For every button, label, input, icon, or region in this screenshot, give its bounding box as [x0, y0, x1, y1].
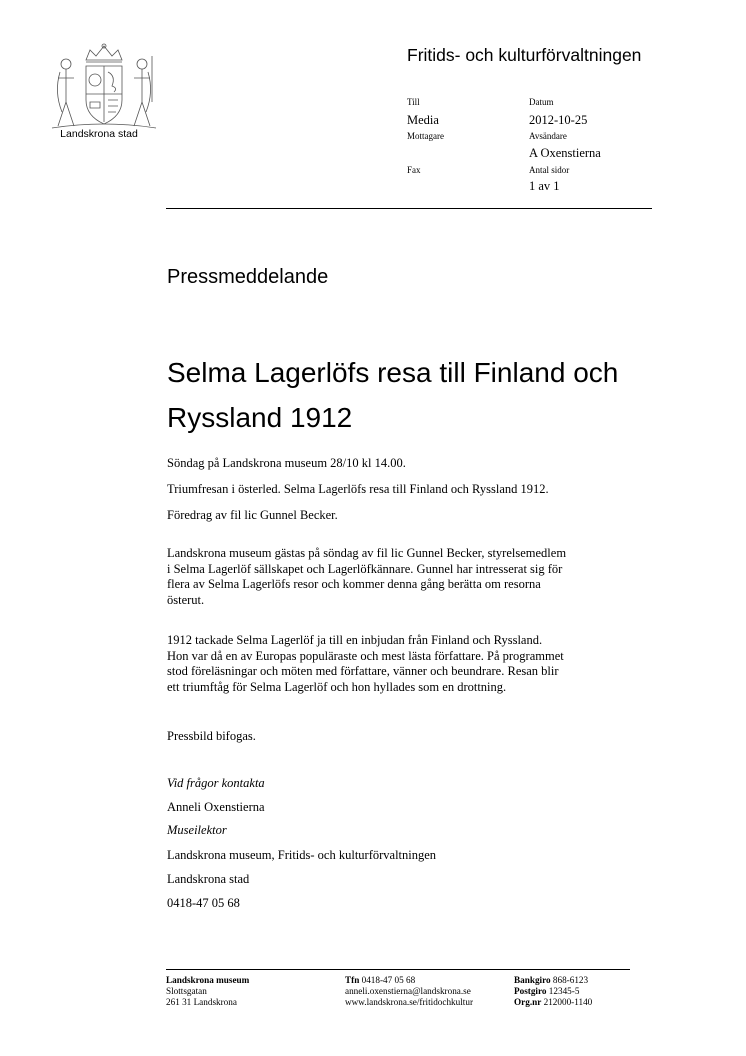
coat-of-arms-logo: [44, 42, 164, 142]
footer-street: Slottsgatan: [166, 986, 207, 996]
footer-postgiro-value: 12345-5: [546, 986, 580, 996]
paragraph-line: i Selma Lagerlöf sällskapet och Lagerlöfkännare. Gunnel har intresserat sig för: [167, 561, 563, 576]
footer-orgnr-label: Org.nr: [514, 997, 542, 1007]
title-line-2: Ryssland 1912: [167, 402, 353, 433]
antal-sidor-label: Antal sidor: [529, 165, 570, 175]
footer-bankgiro-value: 868-6123: [550, 975, 589, 985]
paragraph-2: [167, 633, 657, 695]
footer-postgiro-label: Postgiro: [514, 986, 547, 996]
footer-contact: [345, 975, 473, 1008]
till-label: Till: [407, 97, 420, 107]
contact-heading: Vid frågor kontakta: [167, 776, 265, 790]
mottagare-label: Mottagare: [407, 131, 444, 141]
contact-org: Landskrona museum, Fritids- och kulturförvaltningen: [167, 848, 437, 862]
contact-name: Anneli Oxenstierna: [167, 800, 265, 814]
intro-line-1: Söndag på Landskrona museum 28/10 kl 14.00.: [167, 456, 406, 470]
fax-label: Fax: [407, 165, 421, 175]
paragraph-line: Landskrona museum gästas på söndag av fil lic Gunnel Becker, styrelsemedlem: [167, 546, 567, 560]
intro-line-2: Triumfresan i österled. Selma Lagerlöfs resa till Finland och Ryssland 1912.: [167, 482, 549, 496]
paragraph-line: Hon var då en av Europas populäraste och mest lästa författare. På programmet: [167, 648, 564, 663]
header-divider: [166, 208, 652, 209]
footer-org-name: Landskrona museum: [166, 975, 250, 985]
footer-divider: [166, 969, 630, 970]
logo-text: Landskrona stad: [60, 128, 138, 140]
coat-of-arms-icon: [44, 42, 164, 132]
footer-web: www.landskrona.se/fritidochkultur: [345, 997, 474, 1007]
paragraph-line: flera av Selma Lagerlöfs resor och kommer denna gång berätta om resorna: [167, 577, 541, 591]
contact-phone: 0418-47 05 68: [167, 896, 240, 910]
contact-city: Landskrona stad: [167, 872, 250, 886]
till-value: Media: [407, 113, 439, 127]
datum-value: 2012-10-25: [529, 113, 588, 127]
department-name: Fritids- och kulturförvaltningen: [407, 45, 642, 65]
intro-line-3: Föredrag av fil lic Gunnel Becker.: [167, 508, 338, 522]
footer-bank: [514, 975, 592, 1008]
title-line-1: Selma Lagerlöfs resa till Finland och: [167, 357, 619, 388]
footer-postal: 261 31 Landskrona: [166, 997, 237, 1007]
footer-tfn-label: Tfn: [345, 975, 360, 985]
contact-role: Museilektor: [167, 823, 227, 837]
avsandare-value: A Oxenstierna: [529, 146, 601, 160]
press-release-label: Pressmeddelande: [167, 266, 329, 288]
paragraph-line: stod föreläsningar och möten med författare, vänner och beundrare. Resan blir: [167, 664, 559, 678]
paragraph-line: 1912 tackade Selma Lagerlöf ja till en inbjudan från Finland och Ryssland.: [167, 633, 543, 647]
paragraph-1: [167, 546, 657, 608]
footer-email: anneli.oxenstierna@landskrona.se: [345, 986, 471, 996]
footer-bankgiro-label: Bankgiro: [514, 975, 551, 985]
footer-orgnr-value: 212000-1140: [541, 997, 593, 1007]
avsandare-label: Avsändare: [529, 131, 567, 141]
datum-label: Datum: [529, 97, 554, 107]
page-title: [167, 350, 687, 440]
footer-tfn-value: 0418-47 05 68: [359, 975, 416, 985]
paragraph-line: ett triumftåg för Selma Lagerlöf och hon hyllades som en drottning.: [167, 679, 507, 694]
pressbild-note: Pressbild bifogas.: [167, 729, 256, 743]
paragraph-line: österut.: [167, 592, 205, 607]
antal-sidor-value: 1 av 1: [529, 179, 560, 193]
footer-address: [166, 975, 249, 1008]
